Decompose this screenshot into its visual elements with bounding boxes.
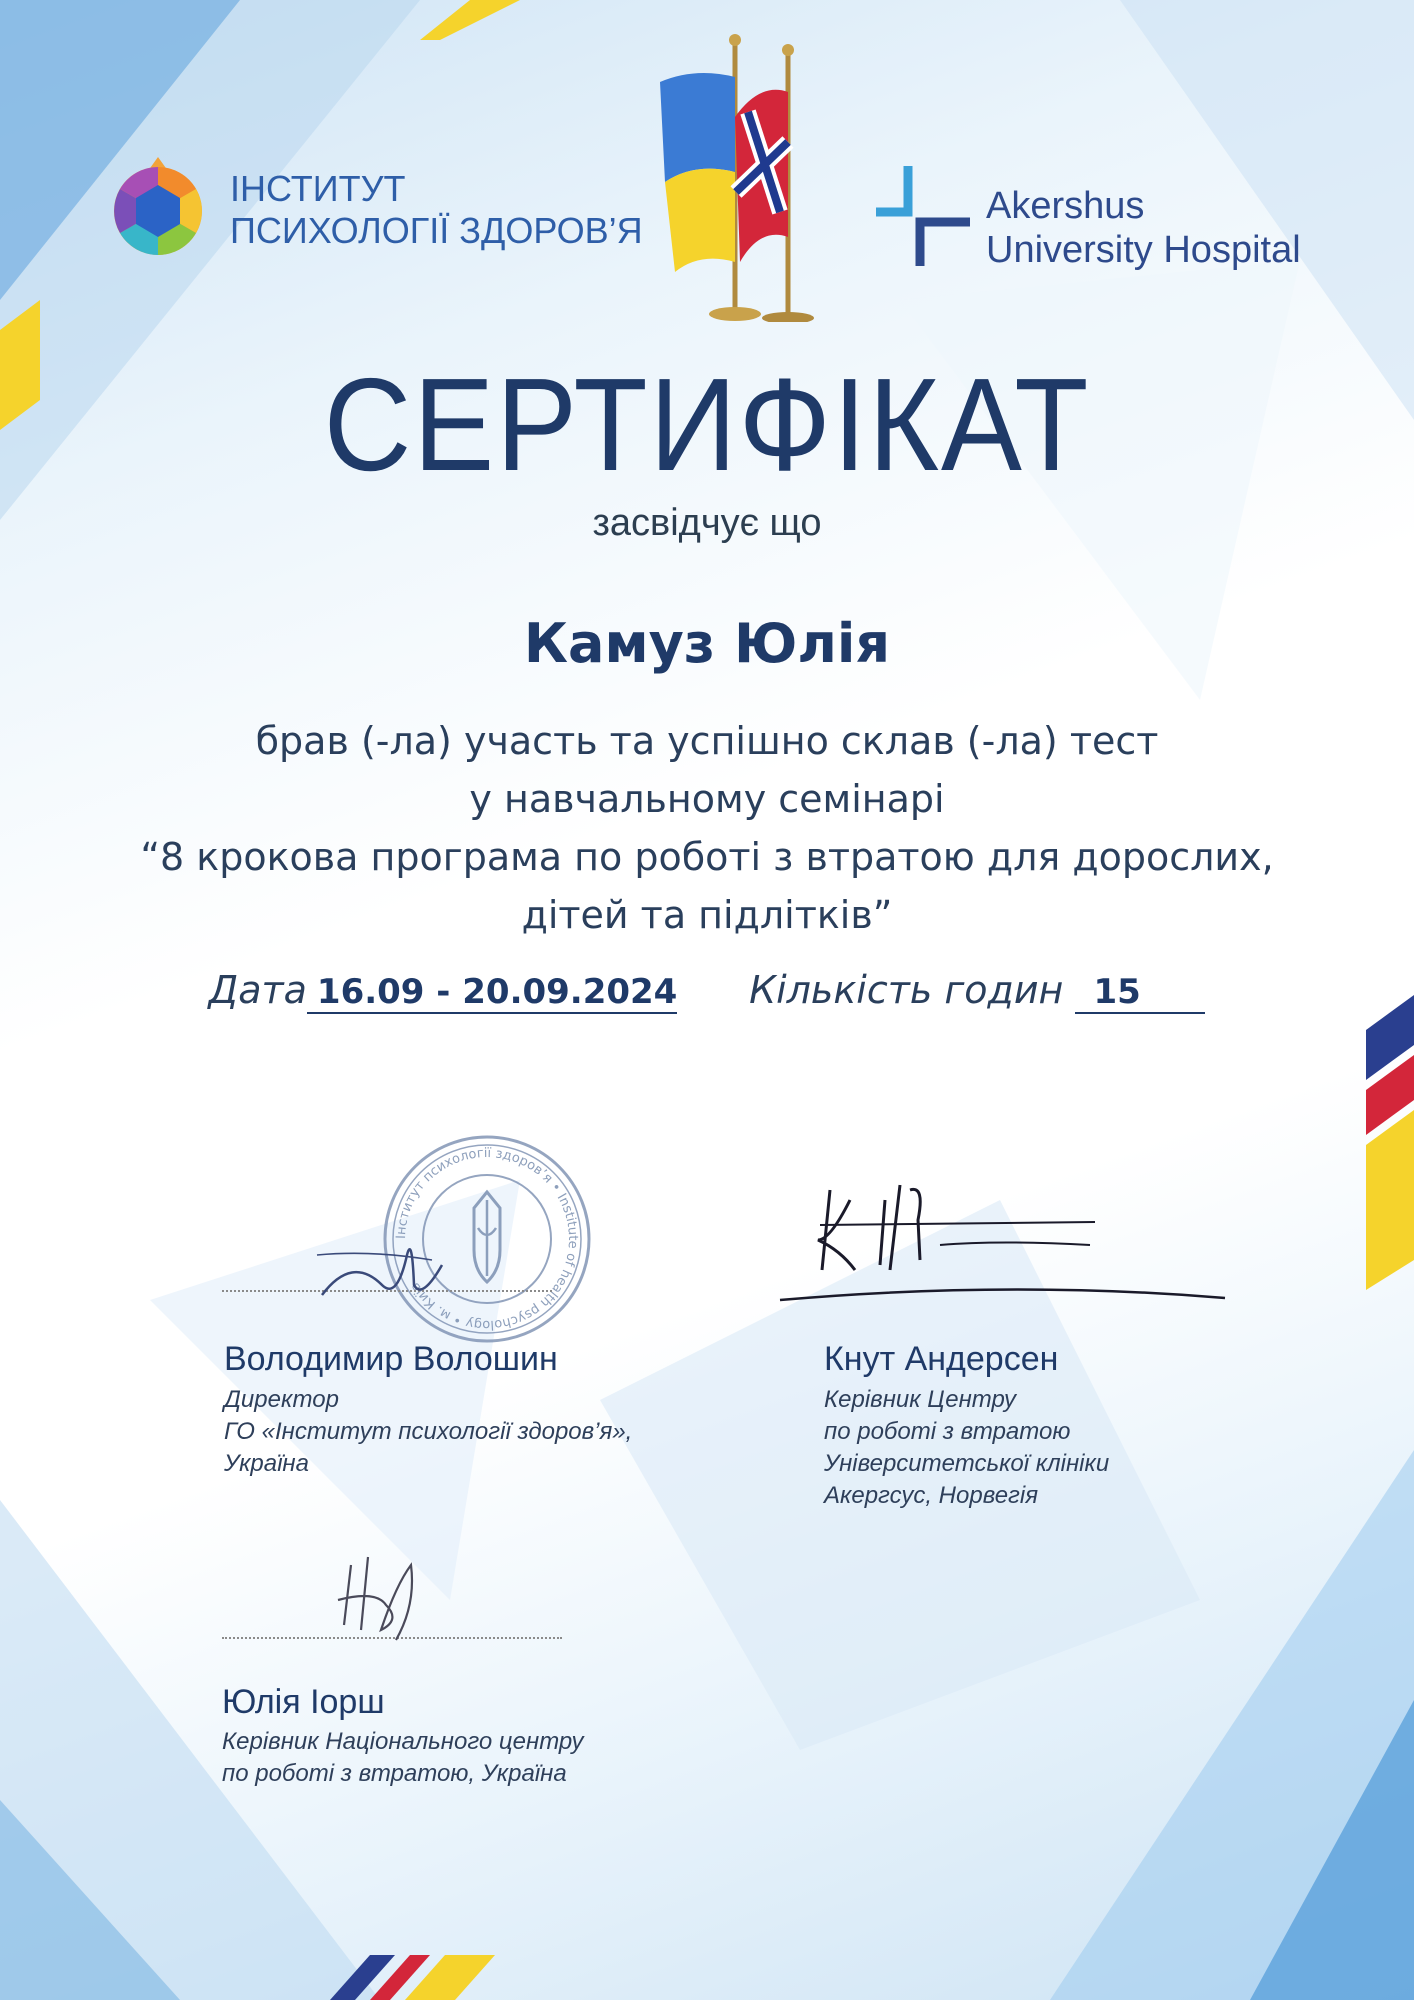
body-line: брав (-ла) участь та успішно склав (-ла) тест: [255, 719, 1159, 763]
signer-name: Володимир Волошин: [224, 1340, 558, 1378]
institute-gear-logo-icon: [100, 156, 216, 266]
institute-logo-line2: ПСИХОЛОГІЇ ЗДОРОВ’Я: [230, 210, 643, 251]
akershus-logo-text: [986, 184, 1301, 272]
signature-andersen-icon: [760, 1160, 1230, 1310]
signature-iorsh-icon: [326, 1545, 436, 1645]
akershus-hospital-logo-icon: [872, 162, 974, 270]
signer-role-line: Директор: [224, 1386, 339, 1413]
hours-value: 15: [1075, 972, 1205, 1014]
date-label: Дата: [208, 968, 307, 1012]
certificate-body: [0, 712, 1414, 944]
recipient-name: Камуз Юлія: [523, 612, 891, 675]
signer-role: [824, 1384, 1109, 1512]
date-value: 16.09 - 20.09.2024: [307, 972, 677, 1014]
flags-ukraine-norway-icon: [640, 22, 860, 322]
signer-role-line: Акергсус, Норвегія: [824, 1482, 1039, 1509]
signer-name: Кнут Андерсен: [824, 1340, 1059, 1378]
signature-voloshyn-icon: [312, 1215, 462, 1315]
signer-role-line: по роботі з втратою, Україна: [222, 1760, 567, 1787]
certificate-title: СЕРТИФІКАТ: [323, 351, 1091, 498]
hours-label: Кількість годин: [749, 968, 1064, 1012]
signer-role-line: Університетської клініки: [824, 1450, 1110, 1477]
institute-logo-line1: ІНСТИТУТ: [230, 168, 406, 209]
signer-role-line: Керівник Центру: [824, 1386, 1017, 1413]
signer-role: [224, 1384, 632, 1480]
signer-role-line: Керівник Національного центру: [222, 1728, 584, 1755]
certificate-subtitle: засвідчує що: [592, 502, 822, 544]
signer-role: [222, 1726, 583, 1790]
signer-name: Юлія Іорш: [222, 1683, 385, 1721]
body-line: “8 крокова програма по роботі з втратою для дорослих,: [140, 835, 1274, 879]
institute-logo-text: [230, 168, 643, 252]
stamp-ring-text: Інститут психології здоров’я • Institute of health psychology • м. Київ: [393, 1145, 581, 1333]
signer-role-line: по роботі з втратою: [824, 1418, 1071, 1445]
body-line: у навчальному семінарі: [469, 777, 945, 821]
body-line: дітей та підлітків”: [521, 893, 893, 937]
date-hours-row: [0, 968, 1414, 1014]
signer-role-line: ГО «Інститут психології здоров’я»,: [224, 1418, 633, 1445]
signer-role-line: Україна: [224, 1450, 309, 1477]
akershus-logo-line2: University Hospital: [986, 229, 1301, 271]
akershus-logo-line1: Akershus: [986, 185, 1145, 227]
